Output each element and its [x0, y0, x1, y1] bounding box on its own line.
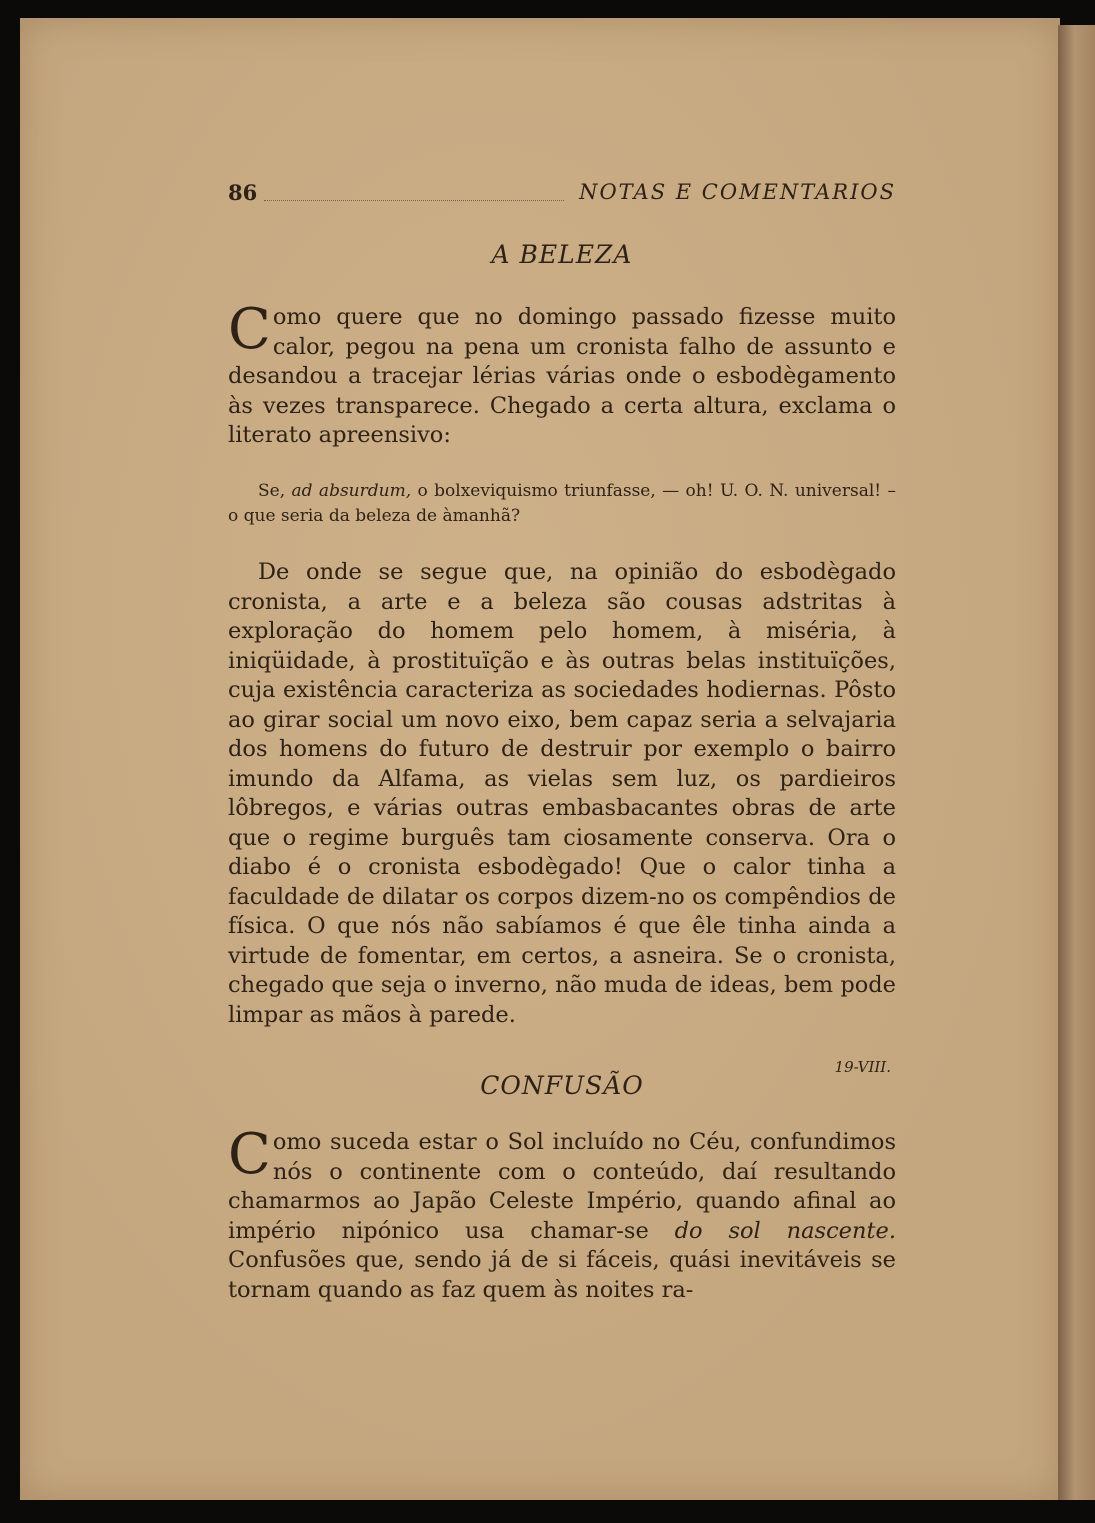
page-number: 86 [228, 180, 258, 205]
quote-italic: ad absurdum, [291, 481, 412, 501]
quote-text-end: o bolxeviquismo triunfasse, — oh! U. O. N. universal! – o que seria da beleza de àmanhã? [228, 481, 897, 526]
confusao-text-end: Confusões que, sendo já de si fáceis, quási inevitáveis se tornam quando as faz quem às noites ra- [228, 1247, 896, 1303]
header-rule [264, 200, 564, 201]
quote-text-start: Se, [258, 481, 292, 501]
confusao-text-start: omo suceda estar o Sol incluído no Céu, confundimos nós o continente com o conteúdo, daí resultando chamarmos ao Japão Celeste Império, quando afinal ao império nipónico usa chamar-se [228, 1129, 896, 1244]
dropcap: C [228, 297, 271, 362]
block-quote [228, 479, 896, 529]
article-date: 19-VIII. [834, 1058, 891, 1076]
section-title-beleza: A BELEZA [491, 240, 633, 269]
section-title-confusao: CONFUSÃO [480, 1071, 644, 1100]
dropcap: C [228, 1122, 271, 1187]
beleza-intro-paragraph [228, 297, 896, 451]
running-title: NOTAS E COMENTARIOS [579, 180, 896, 204]
confusao-paragraph [228, 1122, 896, 1305]
confusao-italic: do sol nascente. [674, 1217, 896, 1244]
page-header [228, 180, 896, 210]
adjacent-page-edge [1058, 25, 1095, 1500]
beleza-intro-text: omo quere que no domingo passado fizesse muito calor, pegou na pena um cronista falho de assunto e desandou a tracejar lérias várias onde o esbodègamento às vezes transparece. Chegado a certa altura, exclama o literato apreensivo: [228, 304, 896, 448]
beleza-body-paragraph: De onde se segue que, na opinião do esbodègado cronista, a arte e a beleza são cousas adstritas à exploração do homem pelo homem, à miséria, à iniqüidade, à prostituïção e às outras belas instituïções, cuja existência caracteriza as sociedades hodiernas. Pôsto ao girar social um novo eixo, bem capaz seria a selvajaria dos homens do futuro de destruir por exemplo o bairro imundo da Alfama, as vielas sem luz, os pardieiros lôbregos, e várias outras embasbacantes obras de arte que o regime burguês tam ciosamente conserva. Ora o diabo é o cronista esbodègado! Que o calor tinha a faculdade de dilatar os corpos dizem-no os compêndios de física. O que nós não sabíamos é que êle tinha ainda a virtude de fomentar, em certos, a asneira. Se o cronista, chegado que seja o inverno, não muda de ideas, bem pode limpar as mãos à parede. [228, 559, 896, 1028]
